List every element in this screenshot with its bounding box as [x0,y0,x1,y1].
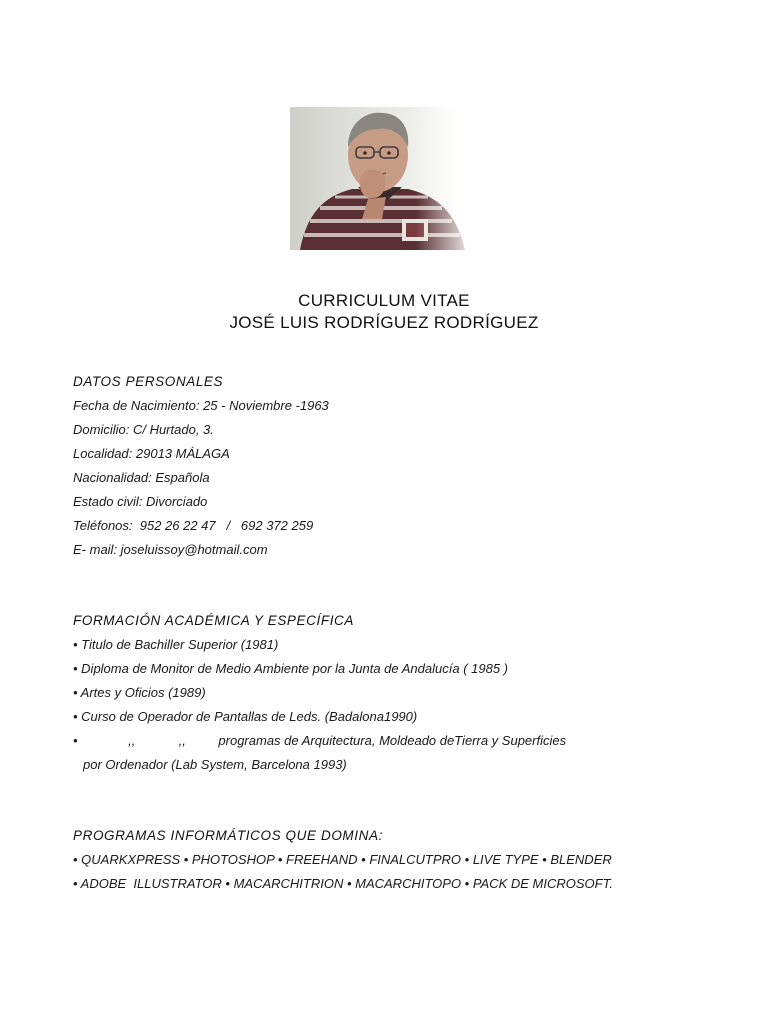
section-heading-software: PROGRAMAS INFORMÁTICOS QUE DOMINA: [73,828,383,843]
education-item-continuation: por Ordenador (Lab System, Barcelona 1993) [83,757,347,772]
address-line: Domicilio: C/ Hurtado, 3. [73,422,214,437]
document-title: CURRICULUM VITAE [298,291,470,310]
education-section [73,609,713,777]
section-heading-education: FORMACIÓN ACADÉMICA Y ESPECÍFICA [73,613,354,628]
title-block [0,290,768,334]
birth-date-line: Fecha de Nacimiento: 25 - Noviembre -1963 [73,398,329,413]
education-item: • ,, ,, programas de Arquitectura, Moldeado deTierra y Superficies [73,733,567,748]
education-item: • Diploma de Monitor de Medio Ambiente por la Junta de Andalucía ( 1985 ) [73,661,508,676]
person-name: JOSÉ LUIS RODRÍGUEZ RODRÍGUEZ [229,313,539,332]
locality-line: Localidad: 29013 MÁLAGA [73,446,230,461]
email-line: E- mail: joseluissoy@hotmail.com [73,542,268,557]
software-section [73,824,713,896]
software-list-line: • QUARKXPRESS • PHOTOSHOP • FREEHAND • FINALCUTPRO • LIVE TYPE • BLENDER [73,852,612,867]
civil-status-line: Estado civil: Divorciado [73,494,208,509]
education-item: • Curso de Operador de Pantallas de Leds. (Badalona1990) [73,709,418,724]
section-heading-personal: DATOS PERSONALES [73,374,224,389]
personal-data-section [73,370,713,562]
nationality-line: Nacionalidad: Española [73,470,210,485]
software-list-line: • ADOBE ILLUSTRATOR • MACARCHITRION • MACARCHITOPO • PACK DE MICROSOFT. [73,876,613,891]
education-item: • Titulo de Bachiller Superior (1981) [73,637,279,652]
profile-photo [290,107,470,250]
portrait-illustration [290,107,470,250]
education-item: • Artes y Oficios (1989) [73,685,206,700]
phones-line: Teléfonos: 952 26 22 47 / 692 372 259 [73,518,314,533]
